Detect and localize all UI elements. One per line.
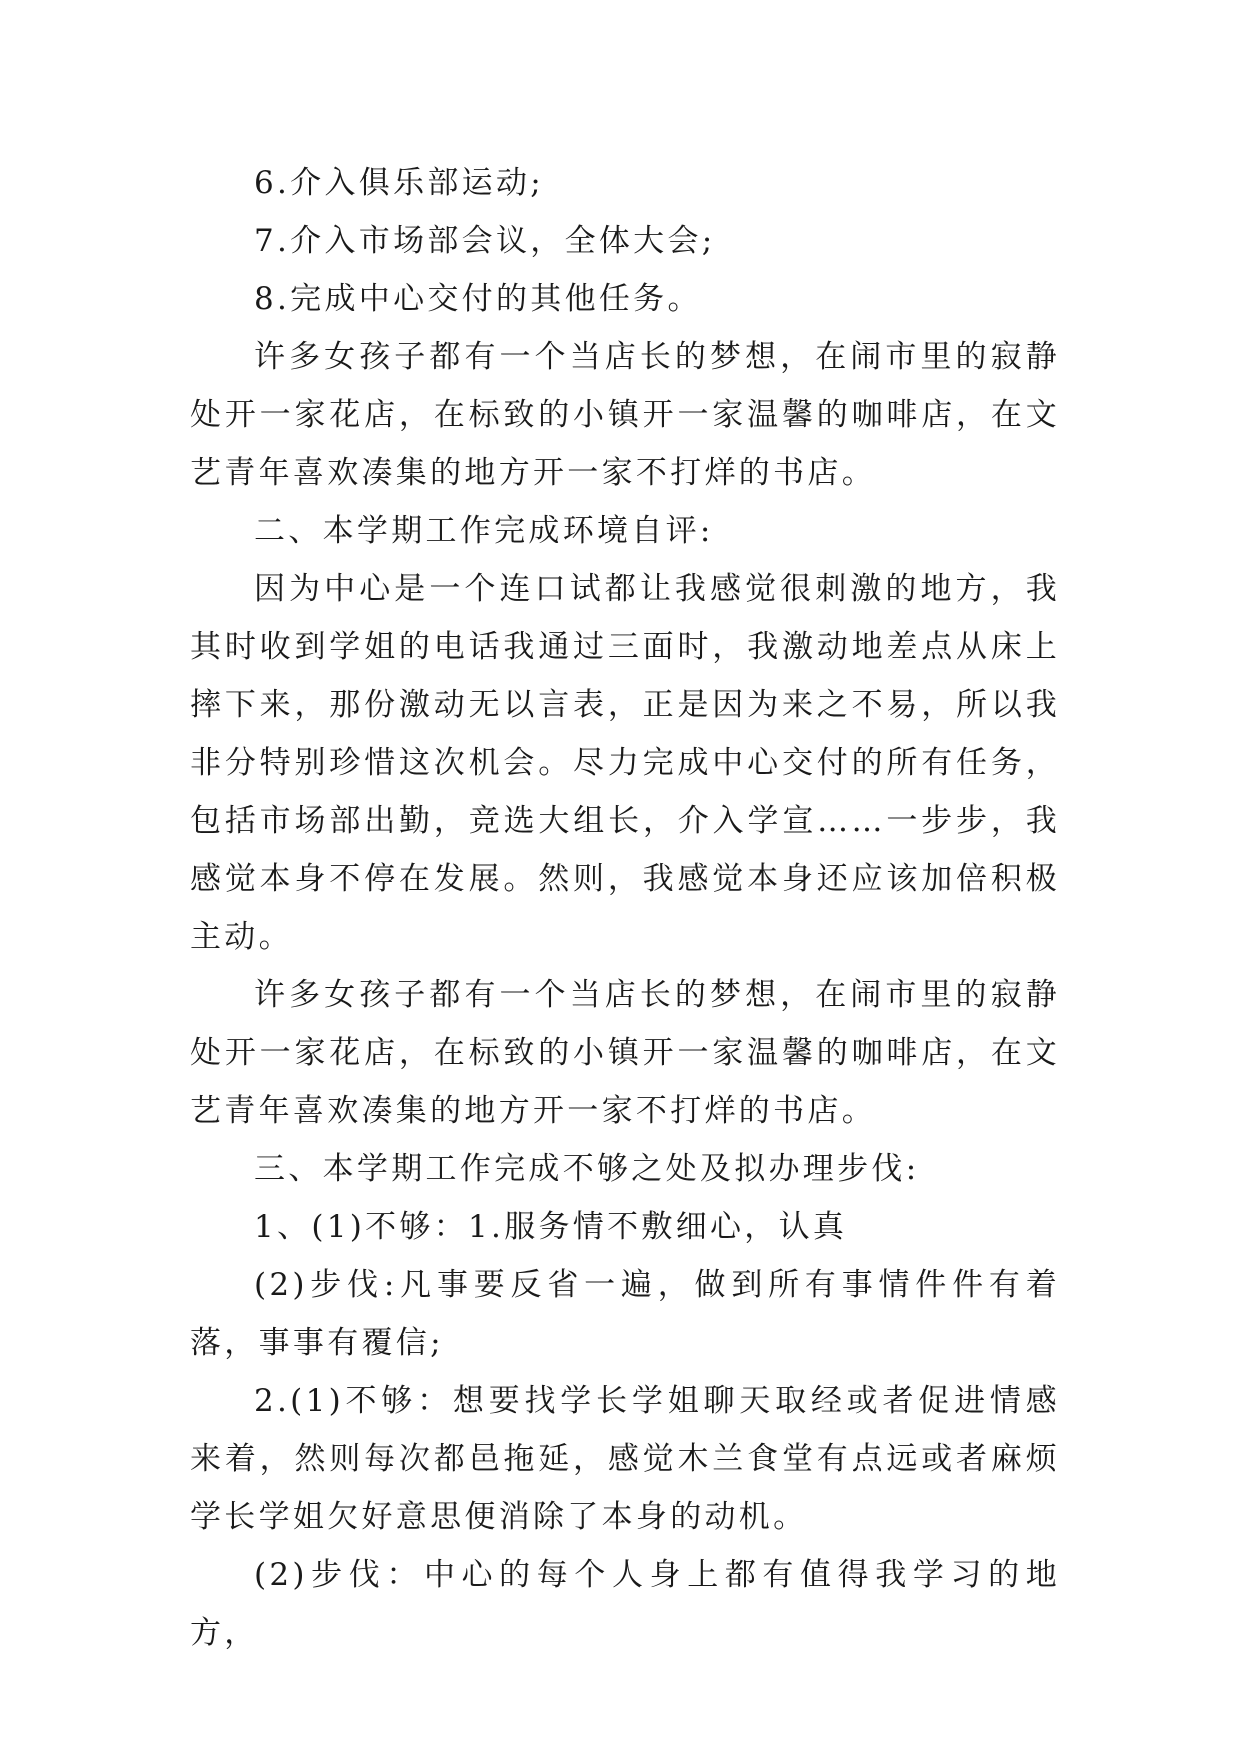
document-body: [190, 154, 1060, 1662]
paragraph-self-eval: 因为中心是一个连口试都让我感觉很刺激的地方，我其时收到学姐的电话我通过三面时，我激动地差点从床上摔下来，那份激动无以言表，正是因为来之不易，所以我非分特别珍惜这次机会。尽力完成中心交付的所有任务，包括市场部出勤，竞选大组长，介入学宣……一步步，我感觉本身不停在发展。然则，我感觉本身还应该加倍积极主动。: [190, 571, 1060, 955]
paragraph-shortcoming-1: 1、(1)不够：1.服务情不敷细心，认真: [254, 1209, 848, 1245]
paragraph-shortcoming-2: 2.(1)不够：想要找学长学姐聊天取经或者促进情感来着，然则每次都邑拖延，感觉木兰食堂有点远或者麻烦学长学姐欠好意思便消除了本身的动机。: [190, 1383, 1060, 1535]
section-heading-2: 二、本学期工作完成环境自评:: [254, 513, 714, 549]
paragraph-item-7: 7.介入市场部会议，全体大会;: [254, 223, 716, 259]
paragraph-measure-1: (2)步伐:凡事要反省一遍，做到所有事情件件有着落，事事有覆信;: [190, 1267, 1060, 1361]
paragraph-dream-2: 许多女孩子都有一个当店长的梦想，在闹市里的寂静处开一家花店，在标致的小镇开一家温馨的咖啡店，在文艺青年喜欢凑集的地方开一家不打烊的书店。: [190, 977, 1060, 1129]
paragraph-measure-2: (2)步伐：中心的每个人身上都有值得我学习的地方，: [190, 1557, 1060, 1651]
paragraph-item-6: 6.介入俱乐部运动;: [254, 165, 545, 201]
section-heading-3: 三、本学期工作完成不够之处及拟办理步伐:: [254, 1151, 920, 1187]
paragraph-item-8: 8.完成中心交付的其他任务。: [254, 281, 702, 317]
paragraph-dream-1: 许多女孩子都有一个当店长的梦想，在闹市里的寂静处开一家花店，在标致的小镇开一家温馨的咖啡店，在文艺青年喜欢凑集的地方开一家不打烊的书店。: [190, 339, 1060, 491]
